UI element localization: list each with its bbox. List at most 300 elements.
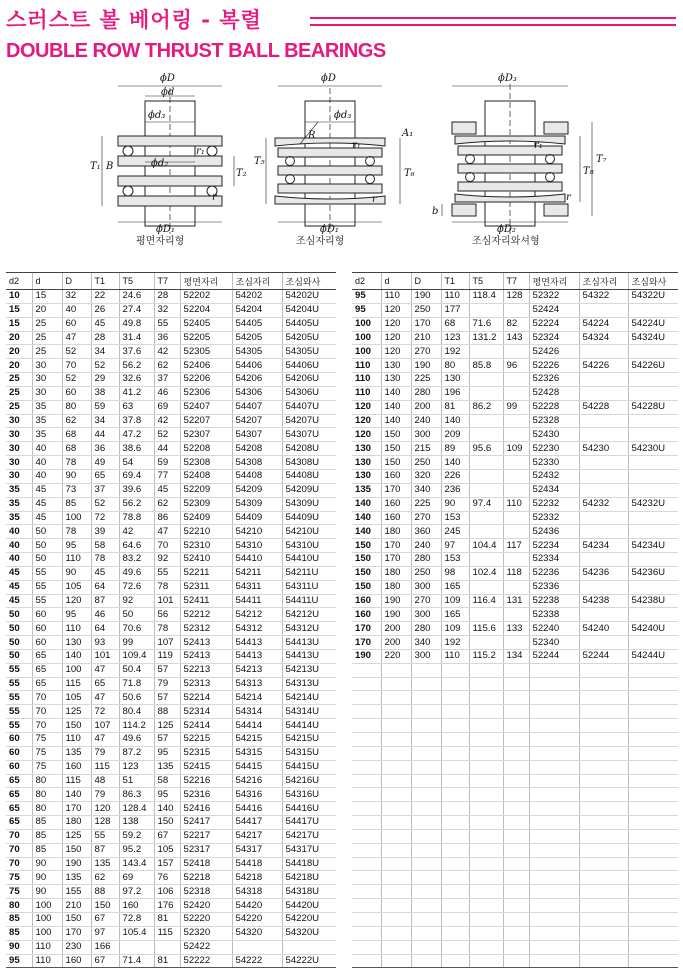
table-cell xyxy=(232,940,282,954)
table-cell xyxy=(529,843,579,857)
table-cell: 78.8 xyxy=(119,511,154,525)
table-cell: 170 xyxy=(381,483,411,497)
table-cell xyxy=(503,386,529,400)
table-cell: 85 xyxy=(32,829,62,843)
table-cell xyxy=(579,386,628,400)
table-cell: 86.3 xyxy=(119,788,154,802)
table-cell xyxy=(579,899,628,913)
table-cell xyxy=(503,608,529,622)
column-header: D xyxy=(62,273,91,290)
table-cell: 63 xyxy=(119,400,154,414)
table-cell: 80 xyxy=(32,774,62,788)
table-cell: 54317U xyxy=(282,843,336,857)
column-header: T5 xyxy=(469,273,503,290)
table-cell xyxy=(579,414,628,428)
column-header: d2 xyxy=(352,273,381,290)
table-cell: 50 xyxy=(32,539,62,553)
table-cell xyxy=(469,774,503,788)
table-cell: 55 xyxy=(6,705,32,719)
table-cell: 70 xyxy=(6,829,32,843)
table-cell: 52214 xyxy=(180,691,232,705)
table-cell xyxy=(381,926,411,940)
table-row xyxy=(6,926,336,940)
table-cell: 130 xyxy=(352,456,381,470)
table-cell xyxy=(503,469,529,483)
table-cell xyxy=(628,456,678,470)
table-row xyxy=(6,345,336,359)
table-cell: 65 xyxy=(6,788,32,802)
table-cell: 95 xyxy=(6,954,32,968)
table-cell: 54317 xyxy=(232,843,282,857)
table-cell: 52338 xyxy=(529,608,579,622)
table-cell: 52324 xyxy=(529,331,579,345)
table-row xyxy=(6,290,336,304)
table-cell: 52217 xyxy=(180,829,232,843)
table-cell: 54413U xyxy=(282,649,336,663)
table-cell: 245 xyxy=(441,525,469,539)
column-header: d xyxy=(381,273,411,290)
table-cell: 85 xyxy=(6,912,32,926)
table-cell: 100 xyxy=(62,663,91,677)
table-cell xyxy=(441,760,469,774)
table-row xyxy=(6,400,336,414)
table-cell: 55 xyxy=(6,691,32,705)
table-cell: 52244 xyxy=(579,649,628,663)
table-row xyxy=(6,899,336,913)
table-cell xyxy=(503,899,529,913)
label-b: b xyxy=(432,206,439,217)
table-cell: 140 xyxy=(381,400,411,414)
table-cell: 93 xyxy=(91,636,119,650)
table-cell: 54310 xyxy=(232,539,282,553)
table-cell: 54236 xyxy=(579,566,628,580)
table-cell xyxy=(469,829,503,843)
table-cell xyxy=(503,691,529,705)
table-cell: 54316 xyxy=(232,788,282,802)
table-cell xyxy=(411,926,441,940)
table-cell: 50 xyxy=(6,622,32,636)
bearing-table-left xyxy=(6,272,336,968)
table-cell xyxy=(529,733,579,747)
label-d3: ϕd₃ xyxy=(148,110,166,121)
caption-aligning-washer: 조심자리와셔형 xyxy=(472,236,540,247)
table-cell: 35 xyxy=(6,483,32,497)
table-cell: 150 xyxy=(381,428,411,442)
table-cell: 54309 xyxy=(232,497,282,511)
table-cell xyxy=(628,511,678,525)
table-header-row xyxy=(6,273,336,290)
table-cell: 52209 xyxy=(180,483,232,497)
table-cell: 130 xyxy=(352,469,381,483)
table-cell: 300 xyxy=(411,649,441,663)
table-cell: 47 xyxy=(62,331,91,345)
table-cell: 52232 xyxy=(529,497,579,511)
table-cell: 200 xyxy=(411,400,441,414)
table-cell: 50 xyxy=(6,608,32,622)
table-cell xyxy=(411,940,441,954)
table-cell xyxy=(381,940,411,954)
table-cell xyxy=(469,705,503,719)
table-row xyxy=(352,511,678,525)
table-cell: 200 xyxy=(381,622,411,636)
table-cell: 117 xyxy=(503,539,529,553)
table-cell xyxy=(441,733,469,747)
table-row xyxy=(6,580,336,594)
table-cell: 143.4 xyxy=(119,857,154,871)
table-cell: 119 xyxy=(154,649,180,663)
table-cell: 54238 xyxy=(579,594,628,608)
table-cell: 52434 xyxy=(529,483,579,497)
table-cell: 68 xyxy=(441,317,469,331)
table-cell xyxy=(441,719,469,733)
table-cell: 134 xyxy=(503,649,529,663)
table-cell xyxy=(381,843,411,857)
table-cell: 15 xyxy=(6,303,32,317)
column-header: 평면자리 xyxy=(180,273,232,290)
table-cell: 140 xyxy=(62,788,91,802)
table-cell: 95 xyxy=(154,788,180,802)
table-cell: 115 xyxy=(62,677,91,691)
table-cell: 131 xyxy=(503,594,529,608)
table-cell: 153 xyxy=(441,511,469,525)
table-cell xyxy=(469,816,503,830)
table-cell: 54208 xyxy=(232,442,282,456)
table-cell xyxy=(503,871,529,885)
table-row xyxy=(352,469,678,483)
table-cell: 54407 xyxy=(232,400,282,414)
table-cell xyxy=(352,954,381,968)
table-row xyxy=(352,622,678,636)
table-cell: 120 xyxy=(91,802,119,816)
table-cell: 55 xyxy=(154,566,180,580)
table-cell: 54313 xyxy=(232,677,282,691)
table-cell: 120 xyxy=(62,594,91,608)
table-cell: 50.4 xyxy=(119,663,154,677)
table-cell xyxy=(503,414,529,428)
table-cell xyxy=(381,691,411,705)
table-cell: 130 xyxy=(381,373,411,387)
table-cell: 65 xyxy=(6,774,32,788)
table-row xyxy=(6,705,336,719)
table-cell: 50 xyxy=(32,525,62,539)
table-row xyxy=(6,359,336,373)
table-cell xyxy=(628,899,678,913)
table-cell xyxy=(503,636,529,650)
table-cell: 97 xyxy=(91,926,119,940)
table-cell: 54218U xyxy=(282,871,336,885)
table-header-row xyxy=(352,273,678,290)
table-cell: 52417 xyxy=(180,816,232,830)
table-cell xyxy=(411,663,441,677)
table-cell: 54214U xyxy=(282,691,336,705)
table-cell: 120 xyxy=(381,303,411,317)
table-row xyxy=(6,774,336,788)
table-row xyxy=(6,539,336,553)
table-cell: 180 xyxy=(381,566,411,580)
table-cell: 54310U xyxy=(282,539,336,553)
table-cell xyxy=(503,733,529,747)
table-cell xyxy=(411,691,441,705)
table-cell: 54414U xyxy=(282,719,336,733)
table-cell xyxy=(579,428,628,442)
table-cell xyxy=(579,373,628,387)
table-cell: 270 xyxy=(411,345,441,359)
table-cell xyxy=(441,954,469,968)
table-cell: 54309U xyxy=(282,497,336,511)
table-cell: 54411 xyxy=(232,594,282,608)
table-cell: 20 xyxy=(6,359,32,373)
table-cell: 47 xyxy=(91,733,119,747)
table-cell: 230 xyxy=(62,940,91,954)
table-cell: 165 xyxy=(441,608,469,622)
table-cell: 160 xyxy=(381,497,411,511)
table-row xyxy=(352,345,678,359)
table-row xyxy=(352,386,678,400)
table-cell: 110 xyxy=(503,497,529,511)
table-cell: 52240 xyxy=(529,622,579,636)
table-cell: 192 xyxy=(441,636,469,650)
table-cell xyxy=(628,802,678,816)
table-cell: 54405U xyxy=(282,317,336,331)
table-cell xyxy=(411,912,441,926)
table-cell xyxy=(579,940,628,954)
table-cell: 170 xyxy=(62,802,91,816)
table-cell xyxy=(628,373,678,387)
table-cell: 54311 xyxy=(232,580,282,594)
table-cell: 44 xyxy=(91,428,119,442)
table-cell: 54212 xyxy=(232,608,282,622)
table-cell: 81 xyxy=(154,912,180,926)
table-cell: 54204U xyxy=(282,303,336,317)
table-cell: 54315U xyxy=(282,746,336,760)
label-r1: r₁ xyxy=(196,146,205,157)
table-cell xyxy=(381,788,411,802)
table-cell xyxy=(579,926,628,940)
table-cell: 55 xyxy=(91,829,119,843)
table-cell: 39 xyxy=(91,525,119,539)
table-cell: 52222 xyxy=(180,954,232,968)
table-cell: 120 xyxy=(381,331,411,345)
table-cell xyxy=(469,940,503,954)
table-cell: 125 xyxy=(154,719,180,733)
table-cell: 90 xyxy=(62,566,91,580)
column-header: T7 xyxy=(154,273,180,290)
table-cell: 140 xyxy=(381,386,411,400)
table-cell xyxy=(381,705,411,719)
table-cell: 90 xyxy=(6,940,32,954)
table-cell: 236 xyxy=(441,483,469,497)
table-cell xyxy=(441,746,469,760)
table-cell xyxy=(529,926,579,940)
table-cell: 106 xyxy=(154,885,180,899)
table-cell: 54312U xyxy=(282,622,336,636)
table-cell xyxy=(411,705,441,719)
table-cell: 100 xyxy=(32,899,62,913)
table-cell: 52306 xyxy=(180,386,232,400)
table-cell xyxy=(469,414,503,428)
table-cell: 35 xyxy=(32,400,62,414)
table-row xyxy=(352,317,678,331)
table-cell: 25 xyxy=(32,331,62,345)
table-cell xyxy=(628,746,678,760)
table-cell: 40 xyxy=(32,469,62,483)
table-cell xyxy=(529,719,579,733)
table-cell: 89 xyxy=(441,442,469,456)
table-cell: 86.2 xyxy=(469,400,503,414)
table-cell: 52413 xyxy=(180,649,232,663)
table-cell: 160 xyxy=(62,954,91,968)
table-cell: 160 xyxy=(352,608,381,622)
label-d: ϕd xyxy=(161,87,175,98)
table-row xyxy=(6,940,336,954)
table-cell xyxy=(503,373,529,387)
table-row xyxy=(6,608,336,622)
table-cell: 75 xyxy=(6,885,32,899)
table-cell: 52407 xyxy=(180,400,232,414)
table-cell xyxy=(469,691,503,705)
table-cell: 110 xyxy=(381,290,411,304)
table-cell: 54230U xyxy=(628,442,678,456)
table-cell xyxy=(503,677,529,691)
table-cell: 70 xyxy=(32,719,62,733)
table-cell xyxy=(579,760,628,774)
table-cell: 54418U xyxy=(282,857,336,871)
table-cell: 170 xyxy=(411,317,441,331)
table-cell xyxy=(628,525,678,539)
table-cell xyxy=(381,899,411,913)
table-cell: 54222U xyxy=(282,954,336,968)
table-cell xyxy=(469,456,503,470)
table-cell: 54315 xyxy=(232,746,282,760)
table-cell xyxy=(381,677,411,691)
table-row xyxy=(352,816,678,830)
label-r: r xyxy=(212,192,217,203)
table-cell: 59 xyxy=(91,400,119,414)
table-row xyxy=(352,829,678,843)
table-cell: 47 xyxy=(154,525,180,539)
table-cell: 45 xyxy=(154,483,180,497)
table-cell: 140 xyxy=(62,649,91,663)
table-cell xyxy=(352,788,381,802)
label-D1: ϕD₁ xyxy=(156,224,175,235)
table-cell xyxy=(579,871,628,885)
table-cell: 54226U xyxy=(628,359,678,373)
table-cell: 97.4 xyxy=(469,497,503,511)
table-cell: 56.2 xyxy=(119,497,154,511)
table-cell xyxy=(411,885,441,899)
table-row xyxy=(6,733,336,747)
table-row xyxy=(6,663,336,677)
table-cell: 54322U xyxy=(628,290,678,304)
column-header: T1 xyxy=(441,273,469,290)
table-cell: 52330 xyxy=(529,456,579,470)
table-row xyxy=(6,442,336,456)
table-cell: 54305 xyxy=(232,345,282,359)
table-cell xyxy=(352,843,381,857)
label-d3: ϕd₃ xyxy=(334,110,352,121)
table-cell xyxy=(628,940,678,954)
table-cell: 70 xyxy=(62,359,91,373)
table-cell: 100 xyxy=(352,331,381,345)
table-cell: 60 xyxy=(6,733,32,747)
table-cell: 54414 xyxy=(232,719,282,733)
table-cell: 52312 xyxy=(180,622,232,636)
table-cell: 150 xyxy=(352,553,381,567)
table-cell: 52409 xyxy=(180,511,232,525)
table-cell: 90 xyxy=(32,871,62,885)
table-cell: 92 xyxy=(119,594,154,608)
table-body xyxy=(6,290,336,968)
table-cell: 52420 xyxy=(180,899,232,913)
table-cell: 52236 xyxy=(529,566,579,580)
table-cell: 41.2 xyxy=(119,386,154,400)
table-cell: 70 xyxy=(6,843,32,857)
table-cell: 37.6 xyxy=(119,345,154,359)
table-cell: 49.6 xyxy=(119,733,154,747)
table-cell xyxy=(628,303,678,317)
table-cell: 54406U xyxy=(282,359,336,373)
table-cell xyxy=(579,829,628,843)
table-cell xyxy=(381,663,411,677)
table-cell: 10 xyxy=(6,290,32,304)
table-cell: 80 xyxy=(32,788,62,802)
table-row xyxy=(352,663,678,677)
table-cell: 280 xyxy=(411,622,441,636)
table-cell: 52416 xyxy=(180,802,232,816)
table-cell xyxy=(352,912,381,926)
table-cell: 52406 xyxy=(180,359,232,373)
table-cell xyxy=(352,857,381,871)
table-cell: 54308 xyxy=(232,456,282,470)
table-cell: 62 xyxy=(62,414,91,428)
table-cell: 42 xyxy=(154,345,180,359)
table-cell xyxy=(441,829,469,843)
table-cell xyxy=(503,303,529,317)
table-cell: 118.4 xyxy=(469,290,503,304)
table-cell xyxy=(579,303,628,317)
table-cell: 80 xyxy=(32,802,62,816)
table-cell: 115 xyxy=(62,774,91,788)
table-cell: 54202 xyxy=(232,290,282,304)
table-cell: 110 xyxy=(32,954,62,968)
table-cell xyxy=(579,719,628,733)
table-cell: 52234 xyxy=(529,539,579,553)
table-cell: 52206 xyxy=(180,373,232,387)
table-cell: 47.2 xyxy=(119,428,154,442)
table-cell xyxy=(352,677,381,691)
table-cell: 52238 xyxy=(529,594,579,608)
table-cell: 95.6 xyxy=(469,442,503,456)
table-cell: 54405 xyxy=(232,317,282,331)
table-row xyxy=(352,539,678,553)
table-cell: 52213 xyxy=(180,663,232,677)
table-cell: 38.6 xyxy=(119,442,154,456)
table-cell: 52316 xyxy=(180,788,232,802)
table-row xyxy=(352,566,678,580)
table-cell xyxy=(579,608,628,622)
table-cell xyxy=(381,912,411,926)
table-cell: 78 xyxy=(91,553,119,567)
table-cell: 52307 xyxy=(180,428,232,442)
table-row xyxy=(352,331,678,345)
table-cell: 52422 xyxy=(180,940,232,954)
table-cell: 54230 xyxy=(579,442,628,456)
table-cell: 123 xyxy=(441,331,469,345)
table-cell: 85 xyxy=(32,843,62,857)
table-cell: 54234 xyxy=(579,539,628,553)
table-cell: 82 xyxy=(503,317,529,331)
table-cell xyxy=(411,816,441,830)
